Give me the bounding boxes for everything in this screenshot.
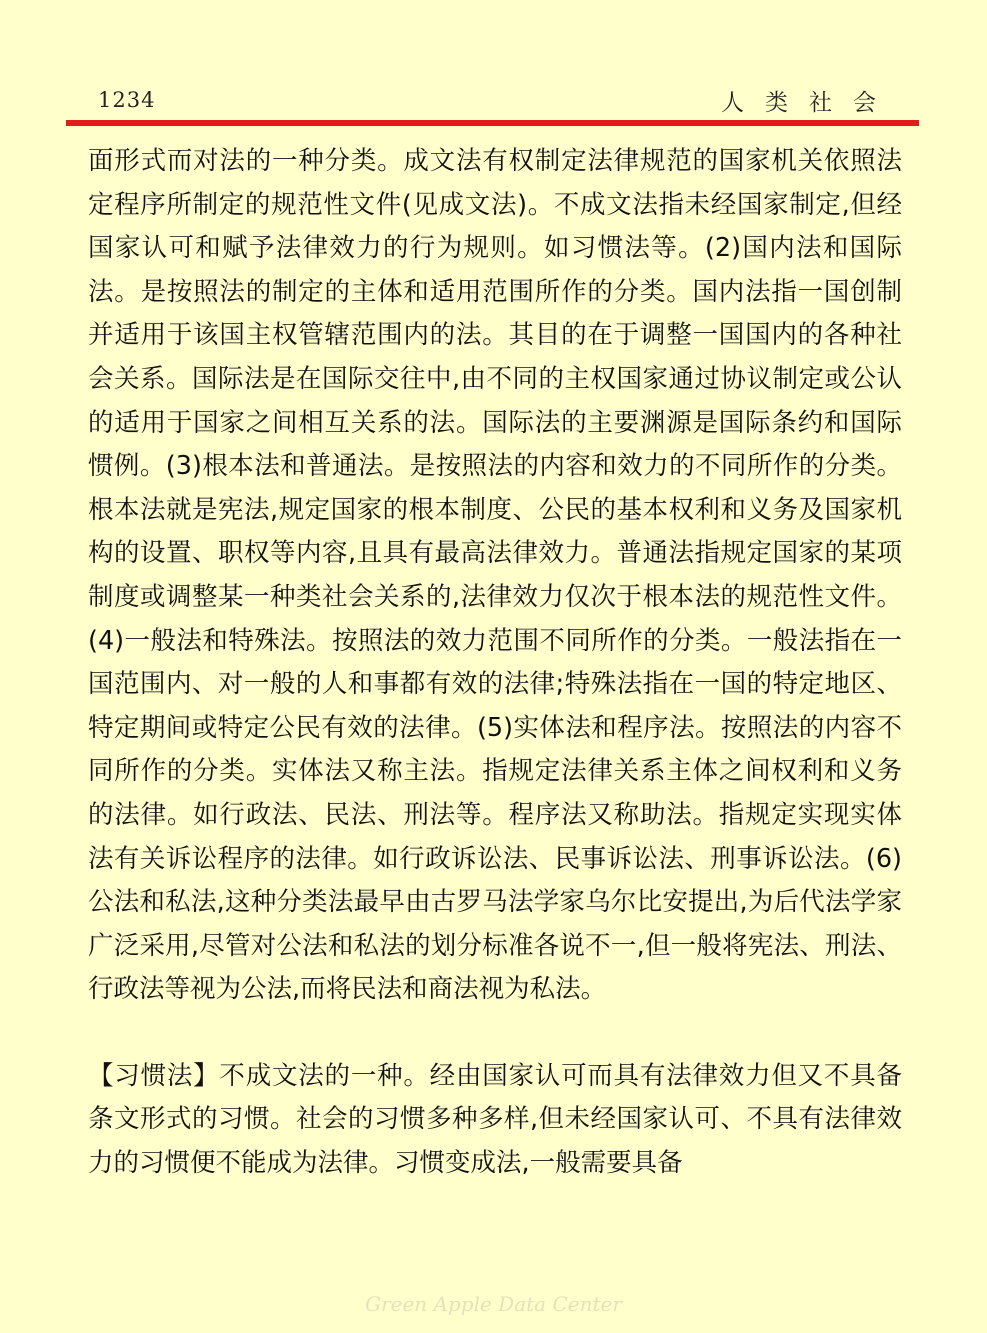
paragraph-customary-law: 【习惯法】不成文法的一种。经由国家认可而具有法律效力但又不具备条文形式的习惯。社会的习惯多种多样,但未经国家认可、不具有法律效力的习惯便不能成为法律。习惯变成法,一般需要具备 [88,1060,902,1179]
watermark: Green Apple Data Center [365,1292,622,1316]
paragraph-law-classification: 面形式而对法的一种分类。成文法有权制定法律规范的国家机关依照法定程序所制定的规范性文件(见成文法)。不成文法指未经国家制定,但经国家认可和赋予法律效力的行为规则。如习惯法等。(2)国内法和国际法。是按照法的制定的主体和适用范围所作的分类。国内法指一国创制并适用于该国主权管辖范围内的法。其目的在于调整一国国内的各种社会关系。国际法是在国际交往中,由不同的主权国家通过协议制定或公认的适用于国家之间相互关系的法。国际法的主要渊源是国际条约和国际惯例。(3)根本法和普通法。是按照法的内容和效力的不同所作的分类。根本法就是宪法,规定国家的根本制度、公民的基本权利和义务及国家机构的设置、职权等内容,且具有最高法律效力。普通法指规定国家的某项制度或调整某一种类社会关系的,法律效力仅次于根本法的规范性文件。(4)一般法和特殊法。按照法的效力范围不同所作的分类。一般法指在一国范围内、对一般的人和事都有效的法律;特殊法指在一国的特定地区、特定期间或特定公民有效的法律。(5)实体法和程序法。按照法的内容不同所作的分类。实体法又称主法。指规定法律关系主体之间权利和义务的法律。如行政法、民法、刑法等。程序法又称助法。指规定实现实体法有关诉讼程序的法律。如行政诉讼法、民事诉讼法、刑事诉讼法。(6)公法和私法,这种分类法最早由古罗马法学家乌尔比安提出,为后代法学家广泛采用,尽管对公法和私法的划分标准各说不一,但一般将宪法、刑法、行政法等视为公法,而将民法和商法视为私法。 [88,146,902,1005]
header-rule [66,120,919,126]
page-number: 1234 [98,88,156,112]
body-text [88,140,902,1186]
running-header-title: 人类社会 [721,90,897,116]
paragraph-spacer [88,1012,902,1055]
